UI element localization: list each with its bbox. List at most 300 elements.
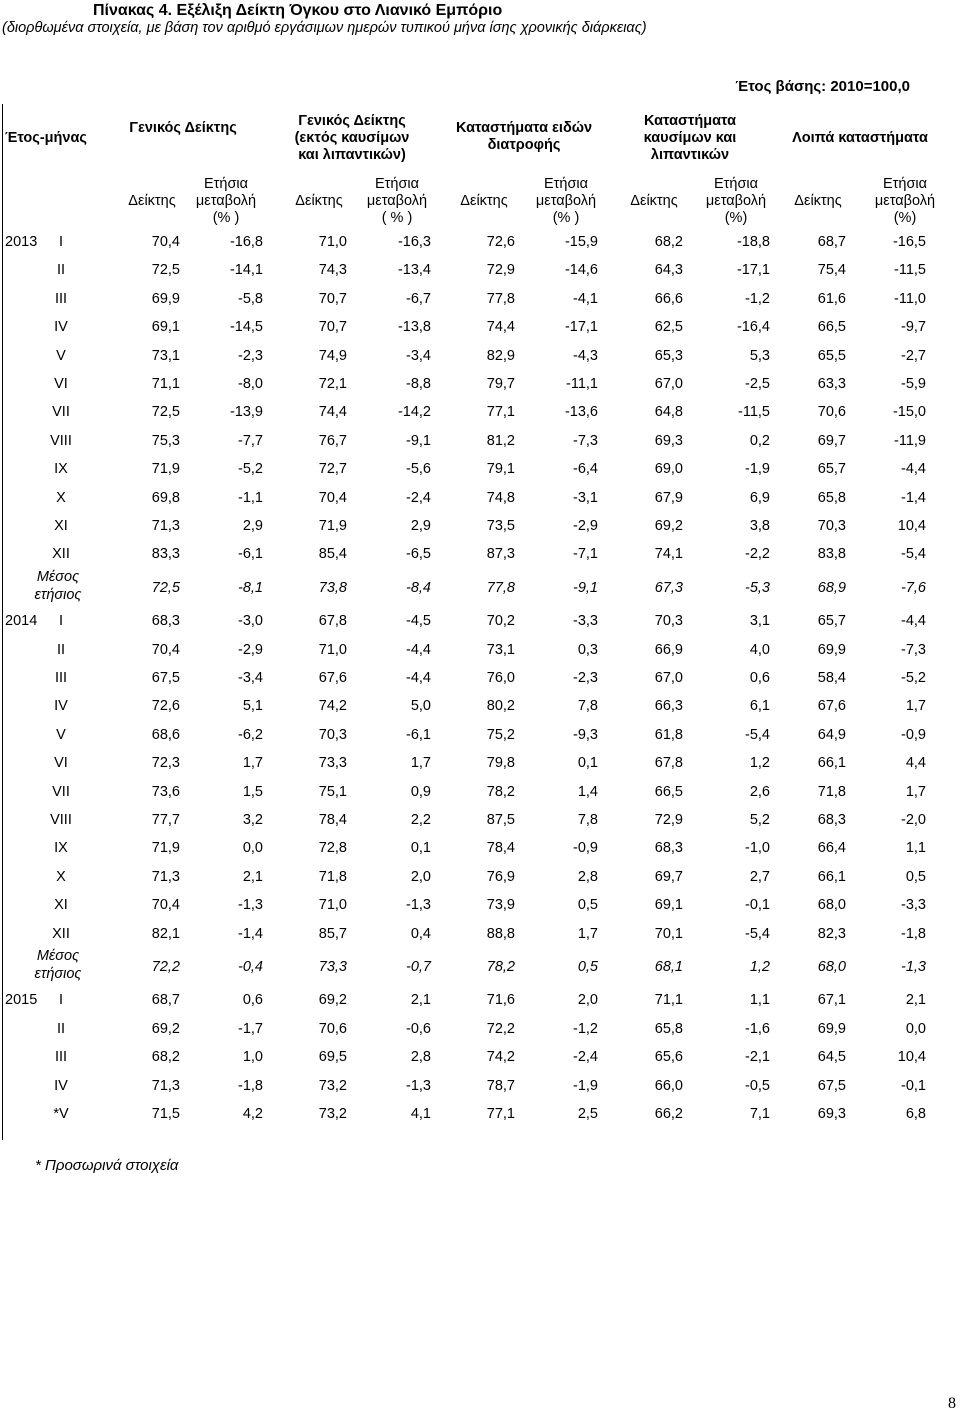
table-cell: -7,1 <box>573 546 598 563</box>
header-line: Λοιπά καταστήματα <box>792 130 928 146</box>
year-label: 2013 <box>5 234 38 250</box>
table-cell: 2,5 <box>577 1106 598 1122</box>
table-cell: 79,7 <box>486 376 515 392</box>
table-cell: 68,9 <box>817 579 846 596</box>
table-cell: 74,2 <box>318 698 347 715</box>
table-cell: 72,5 <box>151 579 180 596</box>
table-cell: -17,1 <box>564 319 598 336</box>
table-cell: 2,1 <box>905 992 926 1009</box>
table-cell: 6,1 <box>749 698 770 715</box>
table-cell: -6,5 <box>406 546 431 563</box>
table-cell: -16,8 <box>229 234 263 250</box>
table-cell: 69,7 <box>654 868 683 885</box>
table-cell: 2,6 <box>749 783 770 800</box>
avg-label-line: Μέσος <box>36 568 80 585</box>
footnote: * Προσωρινά στοιχεία <box>35 1157 179 1174</box>
table-cell: 7,8 <box>577 812 598 828</box>
table-cell: 75,3 <box>151 432 180 449</box>
table-cell: -5,2 <box>901 670 926 686</box>
month-label: II <box>56 641 66 658</box>
table-cell: 67,0 <box>654 670 683 686</box>
table-cell: 7,1 <box>749 1106 770 1122</box>
base-year-note: Έτος βάσης: 2010=100,0 <box>735 78 910 95</box>
table-cell: -2,0 <box>901 812 926 828</box>
table-cell: 65,5 <box>817 347 846 364</box>
table-cell: 69,1 <box>151 319 180 336</box>
table-cell: -2,5 <box>745 376 770 392</box>
table-cell: 2,8 <box>577 868 598 885</box>
table-cell: 66,3 <box>654 698 683 715</box>
table-cell: 70,2 <box>486 613 515 630</box>
table-cell: 72,2 <box>151 959 180 975</box>
column-group-header <box>88 120 278 137</box>
table-cell: 5,3 <box>749 347 770 364</box>
month-label: IX <box>54 461 68 478</box>
table-cell: 65,8 <box>817 489 846 506</box>
table-cell: 71,1 <box>151 376 180 392</box>
table-cell: 67,5 <box>817 1077 846 1094</box>
column-group-header <box>429 120 619 154</box>
table-cell: 82,1 <box>151 925 180 942</box>
header-line: λιπαντικών <box>650 147 730 163</box>
table-cell: -1,7 <box>238 1020 263 1037</box>
table-cell: -9,1 <box>406 432 431 449</box>
table-cell: -4,4 <box>901 461 926 478</box>
table-cell: 0,5 <box>577 897 598 914</box>
table-cell: -15,9 <box>564 234 598 250</box>
table-cell: 1,5 <box>242 783 263 800</box>
table-cell: 87,3 <box>486 546 515 563</box>
table-cell: 71,0 <box>318 641 347 658</box>
table-cell: 68,3 <box>151 613 180 630</box>
table-cell: 78,2 <box>486 783 515 800</box>
table-cell: -2,7 <box>901 347 926 364</box>
table-cell: 68,0 <box>817 959 846 975</box>
table-cell: 74,3 <box>318 262 347 279</box>
table-cell: -3,3 <box>573 613 598 630</box>
month-label: *V <box>53 1106 69 1122</box>
month-label: XI <box>54 897 68 914</box>
table-cell: 2,1 <box>242 868 263 885</box>
table-cell: 73,2 <box>318 1077 347 1094</box>
month-label: III <box>54 670 68 686</box>
table-cell: -0,1 <box>901 1077 926 1094</box>
table-cell: -8,4 <box>406 579 431 596</box>
header-line: Ετήσια <box>713 176 759 192</box>
table-cell: 2,9 <box>242 518 263 534</box>
table-cell: -4,4 <box>901 613 926 630</box>
table-cell: 1,1 <box>749 992 770 1009</box>
month-label: X <box>56 489 66 506</box>
table-cell: -8,1 <box>238 579 263 596</box>
table-cell: -1,4 <box>238 925 263 942</box>
table-cell: 67,0 <box>654 376 683 392</box>
header-line: μεταβολή <box>874 193 936 209</box>
table-cell: 72,5 <box>151 262 180 279</box>
table-cell: 71,8 <box>318 868 347 885</box>
table-cell: 58,4 <box>817 670 846 686</box>
header-line: (%) <box>893 210 917 226</box>
table-cell: -8,0 <box>238 376 263 392</box>
table-cell: 67,6 <box>318 670 347 686</box>
table-cell: 0,0 <box>905 1020 926 1037</box>
table-cell: 70,4 <box>151 641 180 658</box>
table-cell: 1,4 <box>577 783 598 800</box>
table-cell: 0,3 <box>577 641 598 658</box>
month-label: II <box>56 1020 66 1037</box>
table-cell: -16,5 <box>892 234 926 250</box>
column-group-header <box>257 113 447 164</box>
table-cell: 67,1 <box>817 992 846 1009</box>
table-cell: 0,6 <box>749 670 770 686</box>
month-label: VII <box>52 404 70 421</box>
table-cell: 68,1 <box>654 959 683 975</box>
index-subheader: Δείκτης <box>295 193 343 209</box>
table-cell: -14,2 <box>397 404 431 421</box>
table-cell: 65,3 <box>654 347 683 364</box>
table-cell: 67,6 <box>817 698 846 715</box>
table-cell: 88,8 <box>486 925 515 942</box>
table-cell: 74,9 <box>318 347 347 364</box>
table-cell: 79,1 <box>486 461 515 478</box>
table-cell: 70,4 <box>318 489 347 506</box>
table-cell: -1,9 <box>573 1077 598 1094</box>
table-cell: 6,8 <box>905 1106 926 1122</box>
header-line: Γενικός Δείκτης <box>129 120 237 136</box>
table-cell: 72,1 <box>318 376 347 392</box>
table-cell: 0,1 <box>410 840 431 857</box>
index-subheader: Δείκτης <box>128 193 176 209</box>
table-cell: 68,0 <box>817 897 846 914</box>
table-cell: 70,4 <box>151 234 180 250</box>
table-cell: -11,5 <box>738 404 770 421</box>
table-cell: 85,7 <box>318 925 347 942</box>
table-cell: 69,3 <box>817 1106 846 1122</box>
table-cell: 69,0 <box>654 461 683 478</box>
avg-label-line: ετήσιος <box>34 966 82 982</box>
table-cell: 2,9 <box>410 518 431 534</box>
table-cell: 72,2 <box>486 1020 515 1037</box>
table-cell: 2,0 <box>410 868 431 885</box>
table-cell: 78,7 <box>486 1077 515 1094</box>
header-line: Ετήσια <box>543 176 589 192</box>
table-cell: 73,1 <box>486 641 515 658</box>
table-cell: 7,8 <box>577 698 598 715</box>
table-cell: 73,9 <box>486 897 515 914</box>
table-cell: -0,6 <box>406 1020 431 1037</box>
header-line: διατροφής <box>487 137 561 153</box>
table-cell: -2,1 <box>745 1049 770 1066</box>
table-cell: -16,4 <box>736 319 770 336</box>
table-cell: -8,8 <box>406 376 431 392</box>
table-cell: 64,9 <box>817 726 846 743</box>
table-cell: 70,3 <box>654 613 683 630</box>
change-subheader <box>860 176 950 227</box>
header-line: μεταβολή <box>195 193 257 209</box>
table-cell: 0,2 <box>749 432 770 449</box>
table-cell: 74,2 <box>486 1049 515 1066</box>
header-line: και λιπαντικών) <box>298 147 406 163</box>
table-cell: -14,5 <box>229 319 263 336</box>
table-cell: 69,2 <box>151 1020 180 1037</box>
header-line: μεταβολή <box>366 193 428 209</box>
month-label: IV <box>54 698 68 715</box>
table-cell: 68,7 <box>151 992 180 1009</box>
table-cell: 78,4 <box>318 812 347 828</box>
table-cell: 69,8 <box>151 489 180 506</box>
table-cell: 73,3 <box>318 755 347 772</box>
index-subheader: Δείκτης <box>630 193 678 209</box>
table-cell: -1,6 <box>745 1020 770 1037</box>
month-label: VII <box>52 783 70 800</box>
table-cell: 2,0 <box>577 992 598 1009</box>
table-cell: 77,7 <box>151 812 180 828</box>
table-cell: -6,1 <box>406 726 431 743</box>
table-cell: -5,6 <box>406 461 431 478</box>
table-cell: 3,8 <box>749 518 770 534</box>
header-line: Ετήσια <box>374 176 420 192</box>
table-cell: -5,4 <box>901 546 926 563</box>
table-cell: 71,3 <box>151 1077 180 1094</box>
table-cell: 65,7 <box>817 461 846 478</box>
table-cell: 77,8 <box>486 579 515 596</box>
table-cell: 1,7 <box>242 755 263 772</box>
table-cell: 76,9 <box>486 868 515 885</box>
header-line: Ετήσια <box>203 176 249 192</box>
table-cell: -2,9 <box>573 518 598 534</box>
table-cell: 69,3 <box>654 432 683 449</box>
header-line: μεταβολή <box>535 193 597 209</box>
table-cell: -13,4 <box>397 262 431 279</box>
page-number: 8 <box>948 1395 956 1412</box>
table-cell: 2,8 <box>410 1049 431 1066</box>
table-cell: -1,1 <box>238 489 263 506</box>
table-cell: 83,8 <box>817 546 846 563</box>
table-cell: 72,8 <box>318 840 347 857</box>
table-cell: -11,1 <box>566 376 598 392</box>
table-cell: 0,9 <box>410 783 431 800</box>
table-cell: 71,8 <box>817 783 846 800</box>
table-cell: -1,2 <box>573 1020 598 1037</box>
table-cell: -1,3 <box>901 959 926 975</box>
table-cell: 64,3 <box>654 262 683 279</box>
month-label: IX <box>54 840 68 857</box>
table-cell: -4,4 <box>406 670 431 686</box>
table-cell: 65,8 <box>654 1020 683 1037</box>
table-cell: 75,4 <box>817 262 846 279</box>
table-cell: 4,4 <box>905 755 926 772</box>
table-cell: 4,0 <box>749 641 770 658</box>
year-label: 2014 <box>5 613 38 630</box>
header-line: Καταστήματα <box>643 113 737 129</box>
table-cell: -2,4 <box>573 1049 598 1066</box>
table-cell: 66,5 <box>654 783 683 800</box>
table-cell: -13,6 <box>564 404 598 421</box>
table-cell: 74,8 <box>486 489 515 506</box>
column-group-header <box>595 113 785 164</box>
table-cell: 66,4 <box>817 840 846 857</box>
table-cell: 69,9 <box>151 290 180 307</box>
table-cell: 72,6 <box>151 698 180 715</box>
header-line: Γενικός Δείκτης <box>298 113 406 129</box>
table-cell: 1,7 <box>577 925 598 942</box>
table-cell: 73,5 <box>486 518 515 534</box>
table-cell: 6,9 <box>749 489 770 506</box>
table-cell: -3,4 <box>406 347 431 364</box>
table-cell: 81,2 <box>486 432 515 449</box>
table-cell: -2,4 <box>406 489 431 506</box>
table-cell: 66,1 <box>817 868 846 885</box>
table-cell: 69,2 <box>654 518 683 534</box>
table-cell: -4,4 <box>406 641 431 658</box>
month-label: X <box>56 868 66 885</box>
table-cell: -1,0 <box>745 840 770 857</box>
table-cell: -18,8 <box>736 234 770 250</box>
table-cell: 0,4 <box>410 925 431 942</box>
table-cell: 66,5 <box>817 319 846 336</box>
table-cell: -6,2 <box>238 726 263 743</box>
avg-label-line: ετήσιος <box>34 586 82 603</box>
table-cell: -3,1 <box>573 489 598 506</box>
table-cell: 70,1 <box>654 925 683 942</box>
month-label: XII <box>52 925 70 942</box>
table-cell: 62,5 <box>654 319 683 336</box>
table-cell: 68,2 <box>151 1049 180 1066</box>
table-cell: -1,3 <box>238 897 263 914</box>
table-cell: -0,5 <box>745 1077 770 1094</box>
table-cell: 0,5 <box>577 959 598 975</box>
table-cell: 5,1 <box>242 698 263 715</box>
table-cell: -1,2 <box>745 290 770 307</box>
table-cell: 77,1 <box>486 1106 515 1122</box>
table-cell: 67,5 <box>151 670 180 686</box>
table-cell: 87,5 <box>486 812 515 828</box>
table-cell: -13,8 <box>397 319 431 336</box>
table-cell: 66,0 <box>654 1077 683 1094</box>
table-cell: 77,8 <box>486 290 515 307</box>
table-cell: 73,1 <box>151 347 180 364</box>
table-cell: 1,7 <box>905 783 926 800</box>
header-line: (% ) <box>552 210 580 226</box>
table-cell: 65,6 <box>654 1049 683 1066</box>
table-cell: 69,7 <box>817 432 846 449</box>
month-label: I <box>58 613 64 630</box>
table-cell: 0,1 <box>577 755 598 772</box>
table-cell: -7,7 <box>238 432 263 449</box>
table-cell: 82,9 <box>486 347 515 364</box>
table-cell: 75,1 <box>318 783 347 800</box>
table-cell: -5,8 <box>238 290 263 307</box>
year-label: 2015 <box>5 992 38 1009</box>
header-line: (% ) <box>212 210 240 226</box>
table-cell: -7,6 <box>901 579 926 596</box>
table-cell: 68,3 <box>654 840 683 857</box>
table-cell: 5,0 <box>410 698 431 715</box>
table-cell: 73,2 <box>318 1106 347 1122</box>
table-cell: -6,1 <box>238 546 263 563</box>
table-cell: 72,7 <box>318 461 347 478</box>
month-label: XI <box>54 518 68 534</box>
table-cell: 71,9 <box>318 518 347 534</box>
table-cell: 68,3 <box>817 812 846 828</box>
table-cell: 70,7 <box>318 290 347 307</box>
table-cell: 1,0 <box>242 1049 263 1066</box>
month-label: XII <box>52 546 70 563</box>
table-cell: 69,5 <box>318 1049 347 1066</box>
table-cell: 70,3 <box>318 726 347 743</box>
table-cell: 1,2 <box>749 959 770 975</box>
table-cell: -5,4 <box>745 925 770 942</box>
table-cell: -4,5 <box>406 613 431 630</box>
month-label: VI <box>54 376 68 392</box>
average-label <box>12 947 104 983</box>
table-cell: -16,3 <box>397 234 431 250</box>
table-cell: 68,7 <box>817 234 846 250</box>
change-subheader <box>181 176 271 227</box>
table-cell: -13,9 <box>229 404 263 421</box>
table-cell: 71,5 <box>151 1106 180 1122</box>
table-cell: -1,8 <box>238 1077 263 1094</box>
change-subheader <box>691 176 781 227</box>
table-cell: 63,3 <box>817 376 846 392</box>
table-cell: -3,0 <box>238 613 263 630</box>
table-cell: -1,8 <box>901 925 926 942</box>
header-line: (%) <box>724 210 748 226</box>
change-subheader <box>521 176 611 227</box>
table-cell: -9,3 <box>573 726 598 743</box>
table-cell: -0,1 <box>745 897 770 914</box>
table-cell: 67,8 <box>318 613 347 630</box>
month-label: IV <box>54 319 68 336</box>
table-cell: 71,9 <box>151 461 180 478</box>
table-cell: 74,1 <box>654 546 683 563</box>
table-cell: -5,3 <box>745 579 770 596</box>
table-cell: -2,3 <box>573 670 598 686</box>
table-cell: -14,6 <box>564 262 598 279</box>
table-cell: 0,6 <box>242 992 263 1009</box>
table-cell: 1,2 <box>749 755 770 772</box>
table-title: Πίνακας 4. Εξέλιξη Δείκτη Όγκου στο Λιανικό Εμπόριο <box>93 2 503 19</box>
table-cell: 77,1 <box>486 404 515 421</box>
table-cell: 67,3 <box>654 579 683 596</box>
table-cell: 66,2 <box>654 1106 683 1122</box>
table-cell: 64,5 <box>817 1049 846 1066</box>
table-cell: -0,4 <box>238 959 263 975</box>
table-cell: 79,8 <box>486 755 515 772</box>
table-cell: 2,2 <box>410 812 431 828</box>
table-cell: 72,9 <box>654 812 683 828</box>
table-cell: -9,1 <box>573 579 598 596</box>
table-cell: 75,2 <box>486 726 515 743</box>
table-cell: 0,0 <box>242 840 263 857</box>
header-line: Ετήσια <box>882 176 928 192</box>
table-cell: -3,3 <box>901 897 926 914</box>
table-cell: 71,0 <box>318 234 347 250</box>
table-cell: 74,4 <box>486 319 515 336</box>
table-cell: 73,3 <box>318 959 347 975</box>
header-line: Καταστήματα ειδών <box>455 120 593 136</box>
table-cell: -3,4 <box>238 670 263 686</box>
month-label: VI <box>54 755 68 772</box>
table-cell: -11,0 <box>894 290 926 307</box>
table-cell: 85,4 <box>318 546 347 563</box>
table-cell: 72,5 <box>151 404 180 421</box>
table-cell: -1,3 <box>406 1077 431 1094</box>
table-cell: 71,3 <box>151 868 180 885</box>
table-cell: 2,1 <box>410 992 431 1009</box>
table-cell: 0,5 <box>905 868 926 885</box>
table-cell: -0,7 <box>406 959 431 975</box>
